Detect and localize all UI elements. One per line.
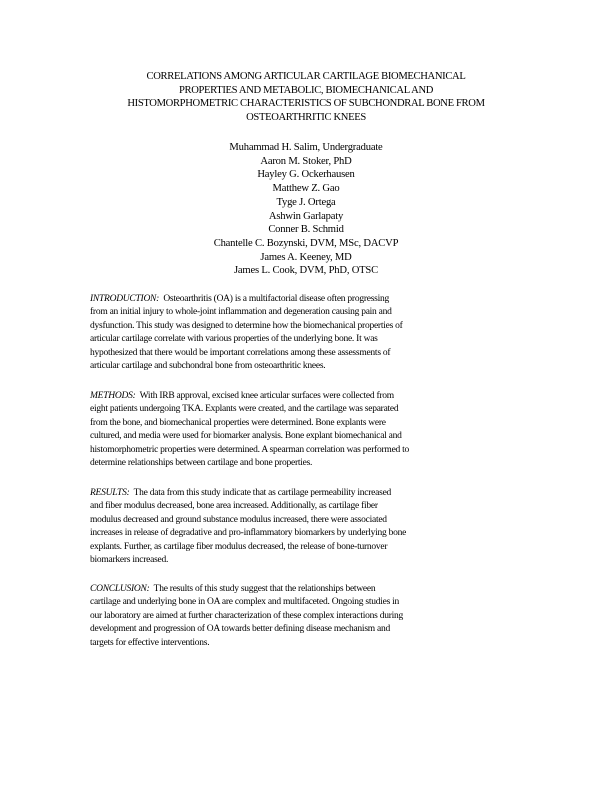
- section-line: development and progression of OA towards better defining disease mechanism and: [90, 624, 390, 635]
- author-name: Ashwin Garlapaty: [268, 210, 344, 222]
- section-line: articular cartilage correlate with various properties of the underlying bone. It was: [90, 334, 378, 345]
- section-first-line: [90, 583, 530, 596]
- section-line: our laboratory are aimed at further characterization of these complex interactions during: [90, 610, 404, 621]
- author-name: Muhammad H. Salim, Undergraduate: [229, 142, 383, 153]
- introduction-heading: INTRODUCTION:: [90, 294, 160, 304]
- author-name: Tyge J. Ortega: [276, 196, 336, 208]
- section-line: targets for effective interventions.: [90, 637, 210, 648]
- section-first-line: [90, 487, 530, 500]
- methods-section: [90, 390, 530, 470]
- section-line: eight patients undergoing TKA. Explants were created, and the cartilage was separated: [90, 404, 399, 415]
- conclusion-heading: CONCLUSION:: [90, 584, 150, 594]
- author-name: Matthew Z. Gao: [272, 183, 340, 195]
- section-first-line: [90, 293, 530, 306]
- conclusion-section: [90, 583, 530, 650]
- section-text: With IRB approval, excised knee articular surfaces were collected from: [139, 391, 394, 401]
- section-line: cultured, and media were used for biomarker analysis. Bone explant biomechanical and: [90, 431, 402, 442]
- section-line: determine relationships between cartilage and bone properties.: [90, 458, 313, 469]
- section-text: Osteoarthritis (OA) is a multifactorial disease often progressing: [163, 294, 389, 304]
- section-line: articular cartilage and subchondral bone from osteoarthritic knees.: [90, 361, 326, 372]
- title-line: PROPERTIES AND METABOLIC, BIOMECHANICAL AND: [178, 84, 434, 96]
- section-text: The results of this study suggest that the relationships between: [153, 584, 376, 594]
- results-heading: RESULTS:: [90, 488, 130, 498]
- section-line: histomorphometric properties were determined. A spearman correlation was performed to: [90, 444, 410, 455]
- section-line: and fiber modulus decreased, bone area increased. Additionally, as cartilage fiber: [90, 501, 378, 512]
- author-name: Aaron M. Stoker, PhD: [260, 155, 352, 167]
- methods-heading: METHODS:: [90, 391, 136, 401]
- section-line: dysfunction. This study was designed to determine how the biomechanical properties of: [90, 320, 403, 331]
- section-line: cartilage and underlying bone in OA are complex and multifaceted. Ongoing studies in: [90, 597, 400, 608]
- section-line: modulus decreased and ground substance modulus increased, there were associated: [90, 514, 387, 525]
- results-section: [90, 487, 530, 567]
- section-line: from the bone, and biomechanical properties were determined. Bone explants were: [90, 417, 386, 428]
- section-line: from an initial injury to whole-joint inflammation and degeneration causing pain and: [90, 307, 392, 318]
- abstract-title: [72, 70, 540, 124]
- title-line: OSTEOARTHRITIC KNEES: [246, 111, 366, 123]
- author-name: James L. Cook, DVM, PhD, OTSC: [234, 265, 378, 277]
- section-line: explants. Further, as cartilage fiber modulus decreased, the release of bone-turnover: [90, 541, 388, 552]
- title-line: CORRELATIONS AMONG ARTICULAR CARTILAGE BIOMECHANICAL: [146, 71, 466, 82]
- section-line: increases in release of degradative and pro-inflammatory biomarkers by underlying bone: [90, 528, 407, 539]
- introduction-section: [90, 293, 530, 373]
- author-name: James A. Keeney, MD: [260, 251, 352, 263]
- section-text: The data from this study indicate that as cartilage permeability increased: [133, 488, 392, 498]
- author-list: [72, 141, 540, 278]
- section-line: biomarkers increased.: [90, 555, 169, 566]
- author-name: Hayley G. Ockerhausen: [257, 169, 355, 181]
- author-name: Chantelle C. Bozynski, DVM, MSc, DACVP: [213, 237, 399, 249]
- title-line: HISTOMORPHOMETRIC CHARACTERISTICS OF SUBCHONDRAL BONE FROM: [127, 98, 485, 110]
- author-name: Conner B. Schmid: [268, 224, 344, 236]
- section-line: hypothesized that there would be important correlations among these assessments of: [90, 347, 391, 358]
- section-first-line: [90, 390, 530, 403]
